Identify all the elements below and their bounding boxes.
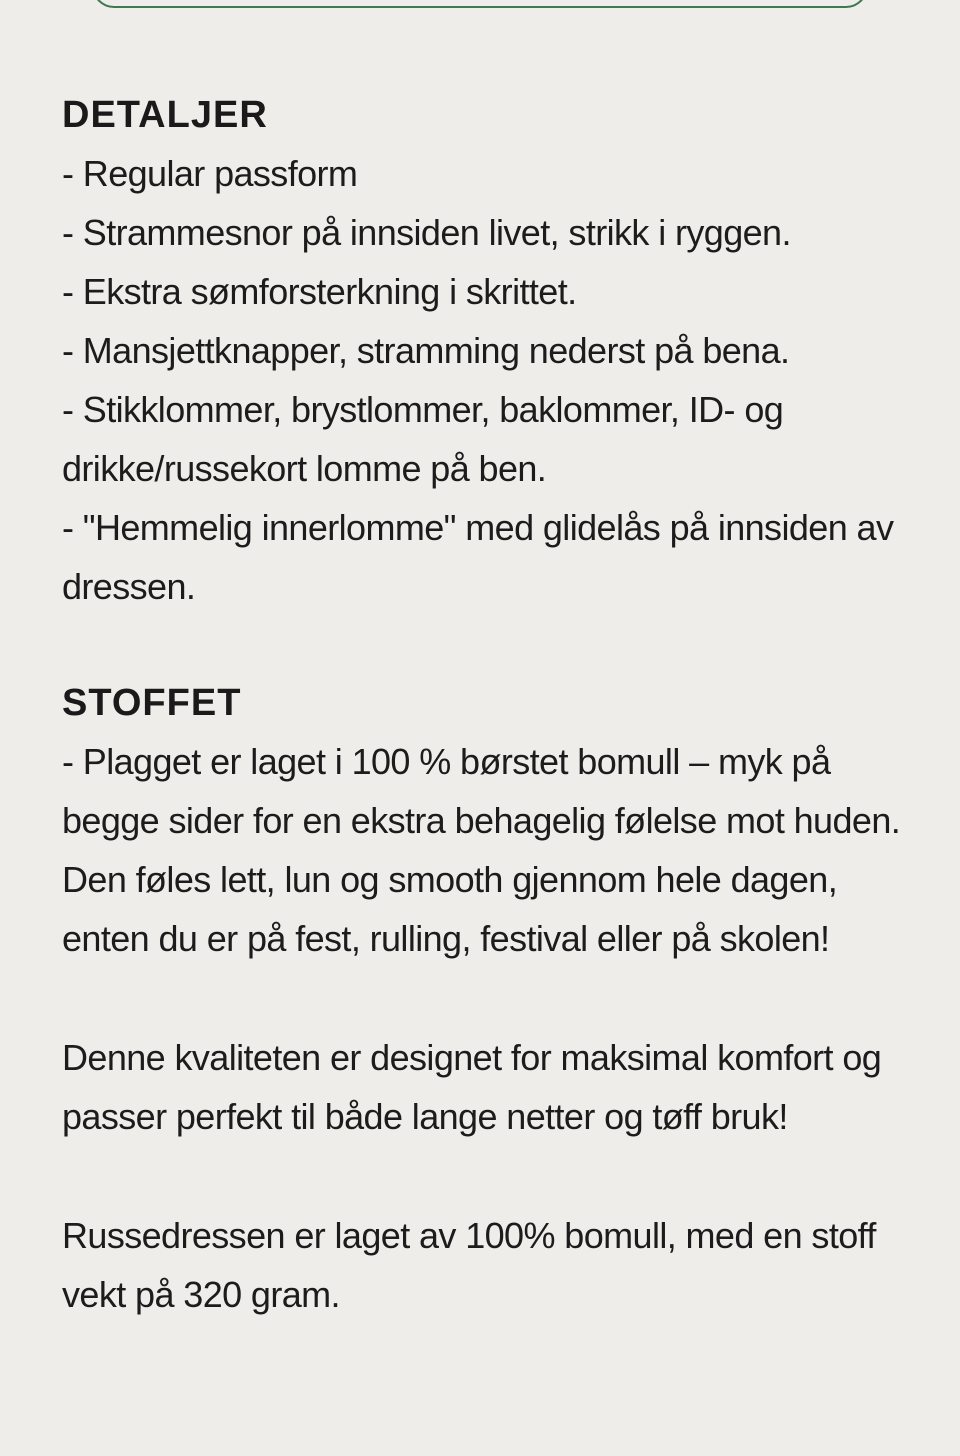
product-description (62, 86, 912, 1324)
paragraph-spacer (62, 1146, 912, 1206)
fabric-heading: STOFFET (62, 682, 242, 724)
details-item: - Ekstra sømforsterkning i skrittet. (62, 271, 577, 312)
top-button-edge[interactable] (92, 0, 868, 8)
details-item: - Regular passform (62, 153, 358, 194)
details-item: - Strammesnor på innsiden livet, strikk i ryggen. (62, 212, 791, 253)
fabric-paragraph: Russedressen er laget av 100% bomull, med en stoff vekt på 320 gram. (62, 1215, 876, 1315)
section-spacer (62, 616, 912, 674)
fabric-paragraph: Denne kvaliteten er designet for maksimal komfort og passer perfekt til både lange netter og tøff bruk! (62, 1037, 882, 1137)
fabric-paragraph: - Plagget er laget i 100 % børstet bomull – myk på begge sider for en ekstra behagelig følelse mot huden. Den føles lett, lun og smooth gjennom hele dagen, enten du er på fest, rulling, festival eller på skolen! (62, 741, 901, 959)
details-item: - Mansjettknapper, stramming nederst på bena. (62, 330, 790, 371)
details-item: - Stikklommer, brystlommer, baklommer, ID- og drikke/russekort lomme på ben. (62, 389, 793, 489)
details-item: - "Hemmelig innerlomme" med glidelås på innsiden av dressen. (62, 507, 903, 607)
details-heading: DETALJER (62, 94, 268, 136)
paragraph-spacer (62, 968, 912, 1028)
